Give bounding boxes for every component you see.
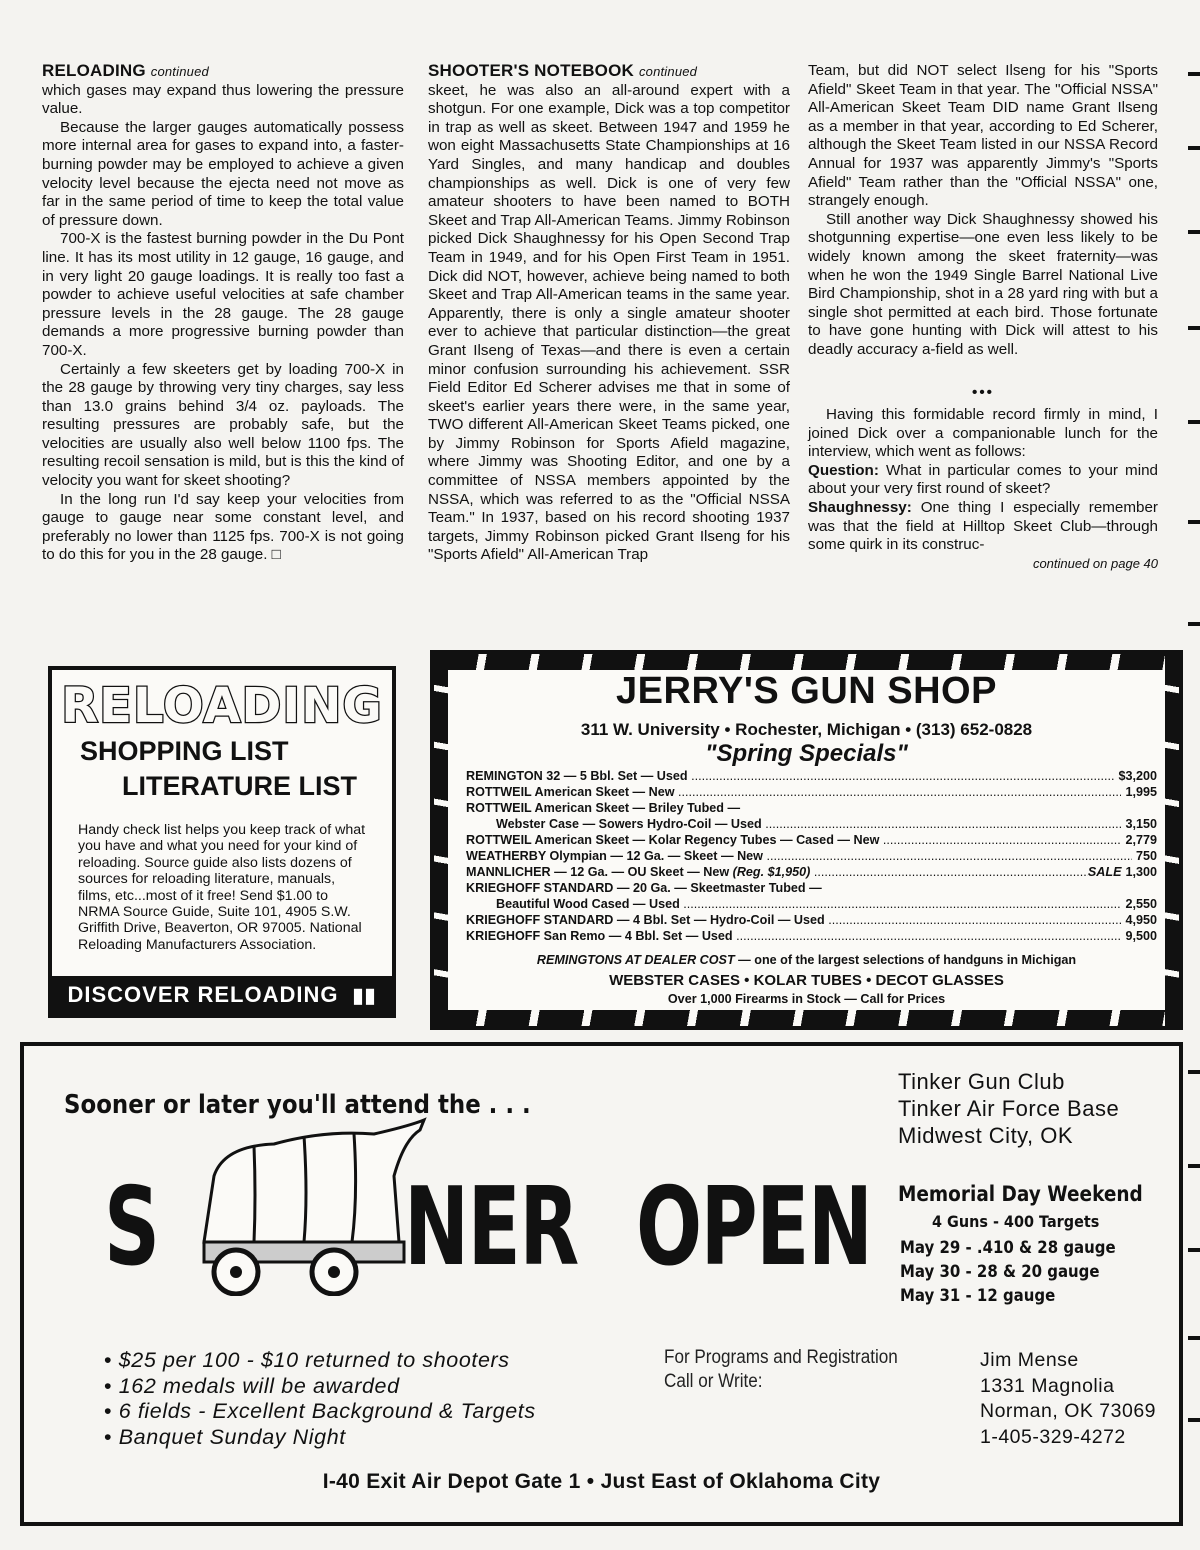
- edge-mark: [1188, 1336, 1200, 1340]
- section-divider: •••: [972, 383, 994, 401]
- attend-headline: Sooner or later you'll attend the . . .: [64, 1090, 531, 1120]
- guns-targets: 4 Guns - 400 Targets: [932, 1212, 1100, 1231]
- edge-mark: [1188, 420, 1200, 424]
- interview-question: Question: What in particular comes to your mind about your very first round of skeet?: [808, 461, 1158, 498]
- list-item: ROTTWEIL American Skeet — New ..... 1,995: [466, 784, 1157, 800]
- dealer-cost-note: REMINGTONS AT DEALER COST — one of the largest selections of handguns in Michigan: [536, 953, 1077, 967]
- list-item: • 162 medals will be awarded: [104, 1374, 536, 1400]
- list-item: Beautiful Wood Cased — Used ..... 2,550: [466, 896, 1157, 912]
- edge-mark: [1188, 230, 1200, 234]
- stock-line: Over 1,000 Firearms in Stock — Call for Prices: [667, 992, 946, 1006]
- accessories-line: WEBSTER CASES • KOLAR TUBES • DECOT GLASSES: [609, 972, 1004, 989]
- price-list: [466, 768, 1157, 944]
- list-item: KRIEGHOFF San Remo — 4 Bbl. Set — Used ..... 9,500: [466, 928, 1157, 944]
- list-item: KRIEGHOFF STANDARD — 4 Bbl. Set — Hydro-Coil — Used ..... 4,950: [466, 912, 1157, 928]
- bars-icon: ▮▮: [352, 984, 377, 1007]
- club-info: Tinker Gun Club Tinker Air Force Base Midwest City, OK: [898, 1069, 1120, 1148]
- paragraph: Because the larger gauges automatically possess more internal area for gases to expand into, a faster-burning powder may be employed to achieve a given velocity level because the ejecta need not move as far in the same period of time to keep the total value of pressure down.: [42, 118, 404, 229]
- event-features: [104, 1348, 536, 1450]
- section-heading: SHOOTER'S NOTEBOOK continued: [428, 61, 698, 80]
- list-item: Webster Case — Sowers Hydro-Coil — Used ..... 3,150: [466, 816, 1157, 832]
- shop-title: JERRY'S GUN SHOP: [616, 670, 997, 712]
- edge-mark: [1188, 326, 1200, 330]
- discover-label: DISCOVER RELOADING: [67, 982, 339, 1007]
- border-stripe-top: [434, 654, 1179, 670]
- interview-answer: Shaughnessy: One thing I especially remember was that the field at Hilltop Skeet Club—through some quirk in its construc-: [808, 499, 1158, 554]
- big-word-ner: NER: [404, 1165, 578, 1290]
- shop-address: 311 W. University • Rochester, Michigan • (313) 652-0828: [580, 720, 1033, 739]
- list-item: ROTTWEIL American Skeet — Briley Tubed —: [466, 801, 741, 815]
- paragraph: 700-X is the fastest burning powder in the Du Pont line. It has its most utility in 12 gauge, 16 gauge, and in very light 20 gauge loadings. It is really too fast a powder to achieve useful velocities at safe chamber pressure levels in the 28 gauge. The 28 gauge demands a more progressive burning powder than 700-X.: [42, 230, 404, 359]
- edge-mark: [1188, 1248, 1200, 1252]
- paragraph: skeet, he was also an all-around expert with a shotgun. For one example, Dick was a top competitor in trap as well as skeet. Between 1947 and 1959 he won eight Massachusetts State Championships at 16 Yard Singles, and many handicap and doubles championships as well. Dick is one of very few amateur shooters to have been named to BOTH Skeet and Trap All-American Teams. Jimmy Robinson picked Dick Shaughnessy for his Open Second Trap Team in 1949, and for his Open First Team in 1951. Dick did NOT, however, achieve being named to both Skeet and Trap All-American teams in the same year. Apparently, there is only a single amateur shooter ever to achieve that particular distinction—the great Grant Ilseng of Texas—and there is even a certain minor confusion surrounding his achievement. SSR Field Editor Ed Scherer advises me that in some of skeet's earlier years there were, in the same year, TWO different All-American Skeet Teams picked, one by Jimmy Robinson for Sports Afield magazine, where Jimmy was Shooting Editor, and one by a committee of NSSA members appointed by the NSSA, which was referred to as the "Official NSSA Team." In 1937, based on his record shooting 1937 targets, Jimmy Robinson picked Grant Ilseng for his "Sports Afield" All-American Trap: [428, 81, 790, 564]
- shopping-list-heading: SHOPPING LIST: [80, 736, 289, 766]
- edge-mark: [1188, 520, 1200, 524]
- paragraph: In the long run I'd say keep your velocities from gauge to gauge near some constant level, and preferably no lower than 1125 fps. 700-X is not going to do this for you in the 28 gauge. □: [42, 490, 404, 564]
- list-item: • 6 fields - Excellent Background & Targets: [104, 1399, 536, 1425]
- edge-mark: [1188, 72, 1200, 76]
- memorial-day-heading: Memorial Day Weekend: [898, 1182, 1143, 1206]
- edge-mark: [1188, 1070, 1200, 1074]
- paragraph: Still another way Dick Shaughnessy showed his shotgunning expertise—one even less likely to be widely known among the skeet fraternity—was when he won the 1949 Single Barrel National Live Bird Championship, shot in a 28 yard ring with but a single shot permitted at each bird. Those fortunate to have gone hunting with Dick will attest to his deadly accuracy a-field as well.: [808, 210, 1158, 358]
- sooner-open-ad: [20, 1042, 1183, 1526]
- list-item: KRIEGHOFF STANDARD — 20 Ga. — Skeetmaster Tubed —: [466, 881, 822, 895]
- discover-reloading-bar: [52, 976, 392, 1014]
- edge-mark: [1188, 622, 1200, 626]
- column-reloading: [42, 62, 404, 565]
- specials-subtitle: "Spring Specials": [705, 740, 908, 767]
- jerrys-gun-shop-ad: [430, 650, 1183, 1030]
- directions-footer: I-40 Exit Air Depot Gate 1 • Just East of Oklahoma City: [322, 1470, 881, 1493]
- paragraph: Having this formidable record firmly in mind, I joined Dick over a companionable lunch for the interview, which went as follows:: [808, 406, 1158, 461]
- literature-list-heading: LITERATURE LIST: [122, 771, 357, 801]
- reloading-logo: RELOADING: [61, 678, 383, 734]
- edge-mark: [1188, 1418, 1200, 1422]
- column-shooters-notebook: [428, 62, 790, 565]
- continued-note: continued on page 40: [1032, 555, 1158, 571]
- border-stripe-bottom: [434, 1010, 1179, 1026]
- reloading-ad: [48, 666, 396, 1018]
- edge-mark: [1188, 146, 1200, 150]
- list-item: WEATHERBY Olympian — 12 Ga. — Skeet — New ..... 750: [466, 848, 1157, 864]
- paragraph: Team, but did NOT select Ilseng for his "Sports Afield" Skeet Team in that year. The "Official NSSA" All-American Skeet Team DID name Grant Ilseng as a member in that year, according to Ed Scherer, although the Skeet Team listed in our NSSA Record Annual for 1937 was apparently Jimmy's "Sports Afield" Team rather than the "Official NSSA" one, strangely enough.: [808, 62, 1158, 210]
- contact-address: Jim Mense 1331 Magnolia Norman, OK 73069 1-405-329-4272: [980, 1349, 1157, 1448]
- registration-info: For Programs and Registration Call or Write:: [664, 1347, 898, 1392]
- list-item: • $25 per 100 - $10 returned to shooters: [104, 1348, 536, 1374]
- sale-label: SALE: [1087, 865, 1122, 879]
- list-item: • Banquet Sunday Night: [104, 1425, 536, 1451]
- column-three: [808, 62, 1158, 573]
- list-item: MANNLICHER — 12 Ga. — OU Skeet — New (Reg. $1,950) ..... SALE 1,300: [466, 864, 1157, 880]
- reloading-description: Handy check list helps you keep track of what you have and what you need for your kind of reloading. Source guide also lists dozens of sources for reloading literature, manuals, films, etc...most of it free! Send $1.00 to NRMA Source Guide, Suite 101, 4905 S.W. Griffith Drive, Beaverton, OR 97005. National Reloading Manufacturers Association.: [78, 822, 366, 953]
- big-letter-s: S: [104, 1165, 159, 1290]
- big-word-open: OPEN: [636, 1165, 872, 1290]
- list-item: REMINGTON 32 — 5 Bbl. Set — Used ..... $3,200: [466, 768, 1157, 784]
- list-item: ROTTWEIL American Skeet — Kolar Regency Tubes — Cased — New ..... 2,779: [466, 832, 1157, 848]
- section-heading: RELOADING continued: [42, 61, 209, 80]
- paragraph: which gases may expand thus lowering the pressure value.: [42, 81, 404, 118]
- event-dates: May 29 - .410 & 28 gauge May 30 - 28 & 20 gauge May 31 - 12 gauge: [900, 1238, 1116, 1306]
- paragraph: Certainly a few skeeters get by loading 700-X in the 28 gauge by throwing very tiny charges, say less than 13.0 grains behind 3/4 oz. payloads. The resulting pressures are probably safe, but the velocities are usually also well below 1100 fps. The resulting recoil sensation is mild, but is this the kind of velocity you want for skeet shooting?: [42, 360, 404, 490]
- edge-mark: [1188, 1164, 1200, 1168]
